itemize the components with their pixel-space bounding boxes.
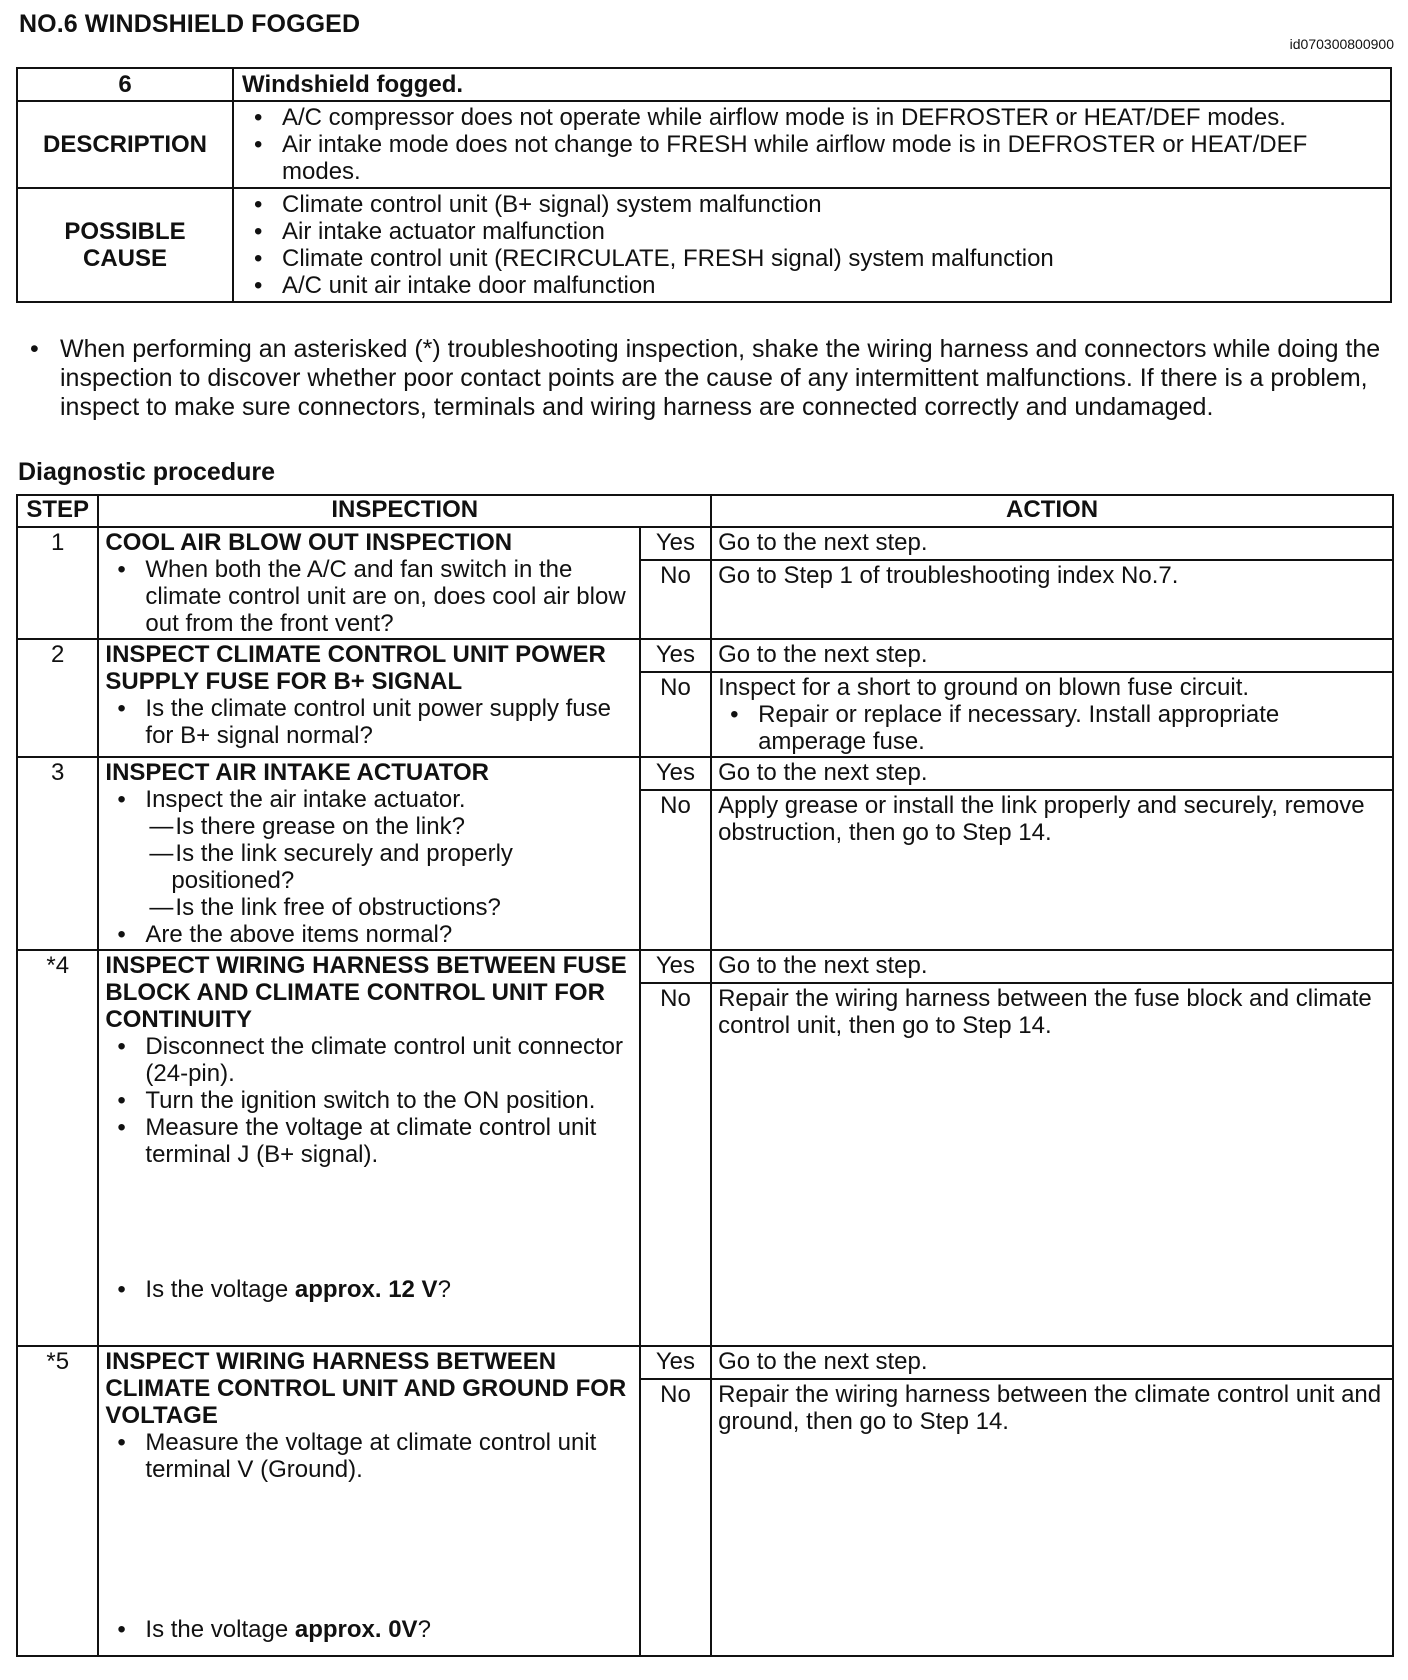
inspection-question: [105, 1616, 632, 1643]
question-suffix: ?: [437, 1276, 451, 1303]
inspection-bullet-text: Inspect the air intake actuator.: [145, 786, 466, 813]
yes-label: Yes: [640, 1346, 711, 1379]
diagnostic-header-row: [17, 495, 1393, 527]
step-inspection: [98, 757, 639, 950]
description-item: • Air intake mode does not change to FRESH while airflow mode is in DEFROSTER or HEAT/DEF modes.: [242, 131, 1382, 185]
procedure-title: Diagnostic procedure: [18, 458, 275, 486]
no-label: No: [640, 560, 711, 639]
question-suffix: ?: [417, 1616, 431, 1643]
cause-item: • Air intake actuator malfunction: [242, 218, 1382, 245]
col-action-header: ACTION: [711, 495, 1393, 527]
yes-label: Yes: [640, 757, 711, 790]
no-action: [711, 672, 1393, 757]
inspection-note: [16, 335, 1394, 422]
possible-cause-row: [17, 188, 1391, 302]
no-action-text: Inspect for a short to ground on blown fuse circuit.: [718, 674, 1250, 701]
inspection-bullet: [105, 786, 632, 813]
document-id: id070300800900: [1289, 36, 1394, 52]
no-label: No: [640, 983, 711, 1346]
yes-action: Go to the next step.: [711, 639, 1393, 672]
step-number: *5: [17, 1346, 98, 1656]
col-step-header: STEP: [17, 495, 98, 527]
inspection-bullet: • When both the A/C and fan switch in the climate control unit are on, does cool air blow out from the front vent?: [105, 556, 632, 637]
inspection-sub-item: — Is the link securely and properly positioned?: [105, 840, 632, 894]
action-bullet: • Repair or replace if necessary. Install appropriate amperage fuse.: [718, 701, 1386, 755]
note-text: • When performing an asterisked (*) troubleshooting inspection, shake the wiring harness and connectors while doing the inspection to discover whether poor contact points are the cause of any intermittent malfunctions. If there is a problem, inspect to make sure connectors, terminals and wiring harness are connected correctly and undamaged.: [16, 335, 1394, 422]
possible-cause-label-line1: POSSIBLE: [64, 218, 186, 245]
question-value: approx. 0V: [294, 1616, 418, 1643]
step-number: 1: [17, 527, 98, 639]
inspection-bullet: • Measure the voltage at climate control unit terminal V (Ground).: [105, 1429, 632, 1483]
question-value: approx. 12 V: [294, 1276, 438, 1303]
inspection-bullet: • Is the climate control unit power supply fuse for B+ signal normal?: [105, 695, 632, 749]
yes-action: Go to the next step.: [711, 527, 1393, 560]
step-row-yes: [17, 757, 1393, 790]
inspection-bullet: • Measure the voltage at climate control unit terminal J (B+ signal).: [105, 1114, 632, 1168]
step-title: COOL AIR BLOW OUT INSPECTION: [105, 529, 513, 556]
description-cell: [233, 101, 1391, 188]
no-action: Repair the wiring harness between the climate control unit and ground, then go to Step 14.: [711, 1379, 1393, 1656]
step-row-yes: [17, 639, 1393, 672]
no-action: Repair the wiring harness between the fuse block and climate control unit, then go to Step 14.: [711, 983, 1393, 1346]
step-number: *4: [17, 950, 98, 1346]
step-row-yes: [17, 527, 1393, 560]
possible-cause-cell: [233, 188, 1391, 302]
step-title: INSPECT AIR INTAKE ACTUATOR: [105, 759, 489, 786]
yes-label: Yes: [640, 527, 711, 560]
inspection-sub-item: — Is the link free of obstructions?: [105, 894, 632, 921]
step-title: INSPECT WIRING HARNESS BETWEEN FUSE BLOCK AND CLIMATE CONTROL UNIT FOR CONTINUITY: [105, 952, 627, 1033]
step-title: INSPECT WIRING HARNESS BETWEEN CLIMATE CONTROL UNIT AND GROUND FOR VOLTAGE: [105, 1348, 627, 1429]
cause-item: • Climate control unit (RECIRCULATE, FRESH signal) system malfunction: [242, 245, 1382, 272]
summary-heading: Windshield fogged.: [233, 68, 1391, 101]
inspection-bullet: • Disconnect the climate control unit connector (24-pin).: [105, 1033, 632, 1087]
inspection-question: [105, 1276, 632, 1303]
cause-item: • A/C unit air intake door malfunction: [242, 272, 1382, 299]
step-row-yes: [17, 950, 1393, 983]
description-item: • A/C compressor does not operate while airflow mode is in DEFROSTER or HEAT/DEF modes.: [242, 104, 1382, 131]
yes-action: Go to the next step.: [711, 950, 1393, 983]
no-label: No: [640, 672, 711, 757]
possible-cause-label: [17, 188, 233, 302]
possible-cause-label-line2: CAUSE: [82, 245, 167, 272]
question-prefix: Is the voltage: [145, 1276, 295, 1303]
question-prefix: Is the voltage: [145, 1616, 295, 1643]
step-inspection: [98, 527, 639, 639]
description-label: DESCRIPTION: [17, 101, 233, 188]
step-title: INSPECT CLIMATE CONTROL UNIT POWER SUPPLY FUSE FOR B+ SIGNAL: [105, 641, 606, 695]
no-label: No: [640, 1379, 711, 1656]
summary-header-row: [17, 68, 1391, 101]
inspection-bullet: • Are the above items normal?: [105, 921, 632, 948]
inspection-bullet: • Turn the ignition switch to the ON position.: [105, 1087, 632, 1114]
cause-item: • Climate control unit (B+ signal) system malfunction: [242, 191, 1382, 218]
diagnostic-table: [16, 494, 1394, 1657]
no-action: Go to Step 1 of troubleshooting index No.7.: [711, 560, 1393, 639]
step-inspection: [98, 639, 639, 757]
yes-label: Yes: [640, 639, 711, 672]
description-row: [17, 101, 1391, 188]
step-number: 2: [17, 639, 98, 757]
step-number: 3: [17, 757, 98, 950]
no-label: No: [640, 790, 711, 950]
yes-action: Go to the next step.: [711, 757, 1393, 790]
summary-table: [16, 67, 1392, 303]
no-action: Apply grease or install the link properly and securely, remove obstruction, then go to Step 14.: [711, 790, 1393, 950]
yes-label: Yes: [640, 950, 711, 983]
step-inspection: [98, 950, 639, 1346]
summary-number: 6: [17, 68, 233, 101]
step-row-yes: [17, 1346, 1393, 1379]
yes-action: Go to the next step.: [711, 1346, 1393, 1379]
page-title: NO.6 WINDSHIELD FOGGED: [19, 10, 361, 38]
inspection-sub-item: — Is there grease on the link?: [105, 813, 632, 840]
step-inspection: [98, 1346, 639, 1656]
col-inspection-header: INSPECTION: [98, 495, 711, 527]
